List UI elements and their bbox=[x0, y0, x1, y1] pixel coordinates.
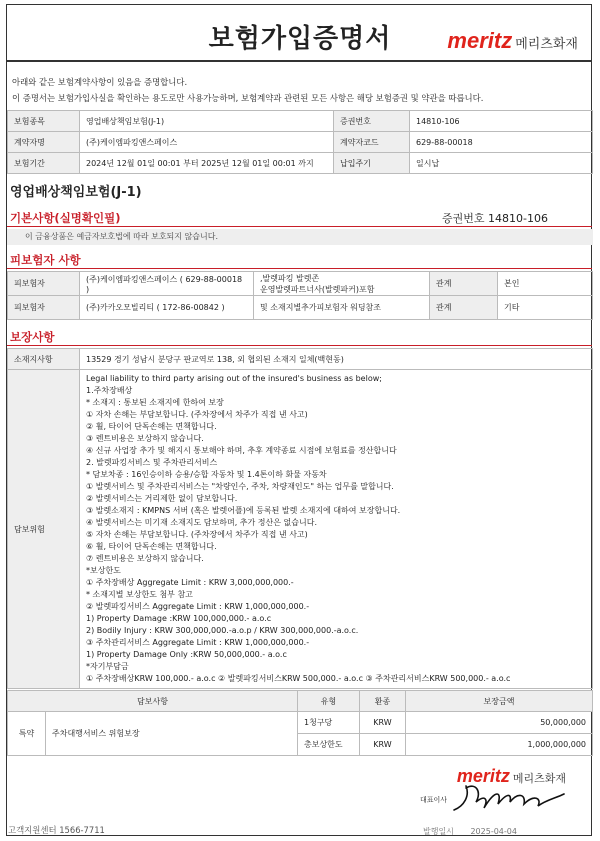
label-cell: 특약 bbox=[8, 712, 46, 756]
table-row bbox=[8, 370, 593, 689]
special-table bbox=[7, 690, 593, 756]
term-line: * 담보차종 : 16인승이하 승용/승합 자동차 및 1.4톤이하 화물 자동차 bbox=[86, 470, 327, 479]
term-line: ① 주차장배상 Aggregate Limit : KRW 3,000,000,000.- bbox=[86, 578, 294, 587]
label-cell: 납입주기 bbox=[334, 153, 410, 174]
value-cell: 2024년 12월 01일 00:01 부터 2025년 12월 01일 00:01 까지 bbox=[80, 153, 334, 174]
table-row bbox=[8, 349, 593, 370]
label-cell: 계약자코드 bbox=[334, 132, 410, 153]
page-title: 보험가입증명서 bbox=[208, 24, 392, 54]
term-line: 2. 발렛파킹서비스 및 주차관리서비스 bbox=[86, 458, 218, 467]
term-line: ② 발렛파킹서비스 Aggregate Limit : KRW 1,000,000,000.- bbox=[86, 602, 310, 611]
label-cell: 보험종목 bbox=[8, 111, 80, 132]
section-divider bbox=[7, 226, 592, 227]
term-line: 1) Property Damage :KRW 100,000,000.- a.o.c bbox=[86, 614, 272, 623]
section-heading-insured: 피보험자 사항 bbox=[10, 253, 81, 267]
table-row bbox=[8, 132, 593, 153]
term-line: ③ 주차관리서비스 Aggregate Limit : KRW 1,000,000,000.- bbox=[86, 638, 310, 647]
label-cell: 관계 bbox=[430, 296, 498, 320]
relation-value: 기타 bbox=[498, 296, 593, 320]
header-cell: 환종 bbox=[360, 691, 406, 712]
type-cell: 1청구당 bbox=[298, 712, 360, 734]
title-divider bbox=[6, 60, 592, 62]
label-cell: 소재지사항 bbox=[8, 349, 80, 370]
rider-name: 주차대행서비스 위험보장 bbox=[46, 712, 298, 756]
table-row bbox=[8, 712, 593, 734]
term-line: 2) Bodily Injury : KRW 300,000,000.-a.o.p / KRW 300,000,000.-a.o.c. bbox=[86, 626, 359, 635]
insured-table bbox=[7, 271, 593, 320]
notice-bar: 이 금융상품은 예금자보호법에 따라 보호되지 않습니다. bbox=[7, 229, 593, 245]
term-line: * 소재지별 보상한도 첨부 참고 bbox=[86, 590, 193, 599]
table-row bbox=[8, 296, 593, 320]
term-line: *보상한도 bbox=[86, 566, 121, 575]
insured-extra bbox=[254, 272, 430, 296]
term-line: ⑥ 휠, 타이어 단독손해는 면책합니다. bbox=[86, 542, 217, 551]
value-cell: (주)케이엠파킹앤스페이스 bbox=[80, 132, 334, 153]
label-cell: 보험기간 bbox=[8, 153, 80, 174]
section-divider bbox=[7, 268, 592, 269]
amount-cell: 1,000,000,000 bbox=[406, 734, 593, 756]
brand-mark: meritz bbox=[447, 28, 513, 53]
relation-value: 본인 bbox=[498, 272, 593, 296]
term-line: * 소재지 : 통보된 소재지에 한하여 보장 bbox=[86, 398, 224, 407]
term-line: ④ 발렛서비스는 미기재 소재지도 담보하며, 추가 정산은 없습니다. bbox=[86, 518, 317, 527]
term-line: ⑤ 자차 손해는 부담보합니다. (주차장에서 차주가 직접 낸 사고) bbox=[86, 530, 308, 539]
insured-name: (주)케이엠파킹앤스페이스 ( 629-88-00018 ) bbox=[80, 272, 254, 296]
value-cell: 일시납 bbox=[410, 153, 593, 174]
brand-logo bbox=[447, 28, 578, 54]
section-heading-basic: 기본사항(실명확인필) bbox=[10, 211, 121, 225]
term-line: ④ 신규 사업장 추가 및 해지시 통보해야 하며, 추후 계약종료 시점에 보험료를 정산합니다 bbox=[86, 446, 397, 455]
signature-image bbox=[446, 780, 572, 814]
currency-cell: KRW bbox=[360, 712, 406, 734]
table-header-row bbox=[8, 691, 593, 712]
term-line: ② 발렛서비스는 거리제한 없이 담보합니다. bbox=[86, 494, 238, 503]
term-line: ③ 발렛소재지 : KMPNS 서버 (혹은 발렛어플)에 등록된 발렛 소재지에 대하여 보장합니다. bbox=[86, 506, 401, 515]
amount-cell: 50,000,000 bbox=[406, 712, 593, 734]
term-line: ① 발렛서비스 및 주차관리서비스는 "차량인수, 주차, 차량재인도" 하는 업무를 말합니다. bbox=[86, 482, 394, 491]
label-cell: 관계 bbox=[430, 272, 498, 296]
intro-line: 이 증명서는 보험가입사실을 확인하는 용도로만 사용가능하며, 보험계약과 관련된 모든 사항은 해당 보험증권 및 약관을 따릅니다. bbox=[12, 93, 484, 103]
label-cell: 피보험자 bbox=[8, 272, 80, 296]
term-line: ① 주차장배상KRW 100,000.- a.o.c ② 발렛파킹서비스KRW 500,000.- a.o.c ③ 주차관리서비스KRW 500,000.- a.o.c bbox=[86, 674, 511, 683]
cert-number: 증권번호 14810-106 bbox=[442, 212, 548, 225]
table-row bbox=[8, 153, 593, 174]
header-cell: 보장금액 bbox=[406, 691, 593, 712]
location-value: 13529 경기 성남시 분당구 판교역로 138, 외 협의된 소재지 일체(백현동) bbox=[80, 349, 593, 370]
insured-extra: 및 소재지별추가피보험자 워딩참조 bbox=[254, 296, 430, 320]
coverage-terms bbox=[80, 370, 593, 689]
insured-extra-line: 운영발렛파트너사(발렛파커)포함 bbox=[260, 284, 375, 294]
product-name: 영업배상책임보험(J-1) bbox=[10, 185, 142, 200]
label-cell: 피보험자 bbox=[8, 296, 80, 320]
table-row bbox=[8, 111, 593, 132]
insured-name: (주)카카오모빌리티 ( 172-86-00842 ) bbox=[80, 296, 254, 320]
table-row bbox=[8, 272, 593, 296]
insured-extra-line: ,발렛파킹 발렛존 bbox=[260, 273, 320, 283]
issue-label: 발행일시 bbox=[423, 827, 454, 836]
term-line: ③ 렌트비용은 보상하지 않습니다. bbox=[86, 434, 204, 443]
brand-name: 메리츠화재 bbox=[512, 772, 566, 785]
issue-info bbox=[423, 826, 531, 837]
intro-line: 아래와 같은 보험계약사항이 있음을 증명합니다. bbox=[12, 77, 188, 87]
label-cell: 증권번호 bbox=[334, 111, 410, 132]
value-cell: 629-88-00018 bbox=[410, 132, 593, 153]
label-cell: 계약자명 bbox=[8, 132, 80, 153]
term-line: ⑦ 렌트비용은 보상하지 않습니다. bbox=[86, 554, 204, 563]
summary-table bbox=[7, 110, 593, 174]
brand-name: 메리츠화재 bbox=[515, 37, 578, 52]
intro-text bbox=[12, 74, 483, 106]
header-cell: 담보사항 bbox=[8, 691, 298, 712]
term-line: 1.주차장배상 bbox=[86, 386, 133, 395]
customer-center: 고객지원센터 1566-7711 bbox=[8, 825, 105, 835]
value-cell: 14810-106 bbox=[410, 111, 593, 132]
header-cell: 유형 bbox=[298, 691, 360, 712]
term-line: ② 휠, 타이어 단독손해는 면책합니다. bbox=[86, 422, 217, 431]
section-divider bbox=[7, 345, 592, 346]
currency-cell: KRW bbox=[360, 734, 406, 756]
issue-date: 2025-04-04 bbox=[470, 827, 517, 836]
brand-mark: meritz bbox=[456, 766, 510, 786]
type-cell: 총보상한도 bbox=[298, 734, 360, 756]
section-heading-coverage: 보장사항 bbox=[10, 330, 55, 344]
ceo-label: 대표이사 bbox=[420, 796, 448, 804]
term-line: *자기부담금 bbox=[86, 662, 129, 671]
label-cell: 담보위험 bbox=[8, 370, 80, 689]
term-line: ① 자차 손해는 부담보합니다. (주차장에서 차주가 직접 낸 사고) bbox=[86, 410, 308, 419]
term-line: 1) Property Damage Only :KRW 50,000,000.- a.o.c bbox=[86, 650, 287, 659]
terms-list bbox=[86, 373, 586, 685]
value-cell: 영업배상책임보험(J-1) bbox=[80, 111, 334, 132]
term-line: Legal liability to third party arising out of the insured's business as below; bbox=[86, 374, 382, 383]
coverage-table bbox=[7, 348, 593, 689]
